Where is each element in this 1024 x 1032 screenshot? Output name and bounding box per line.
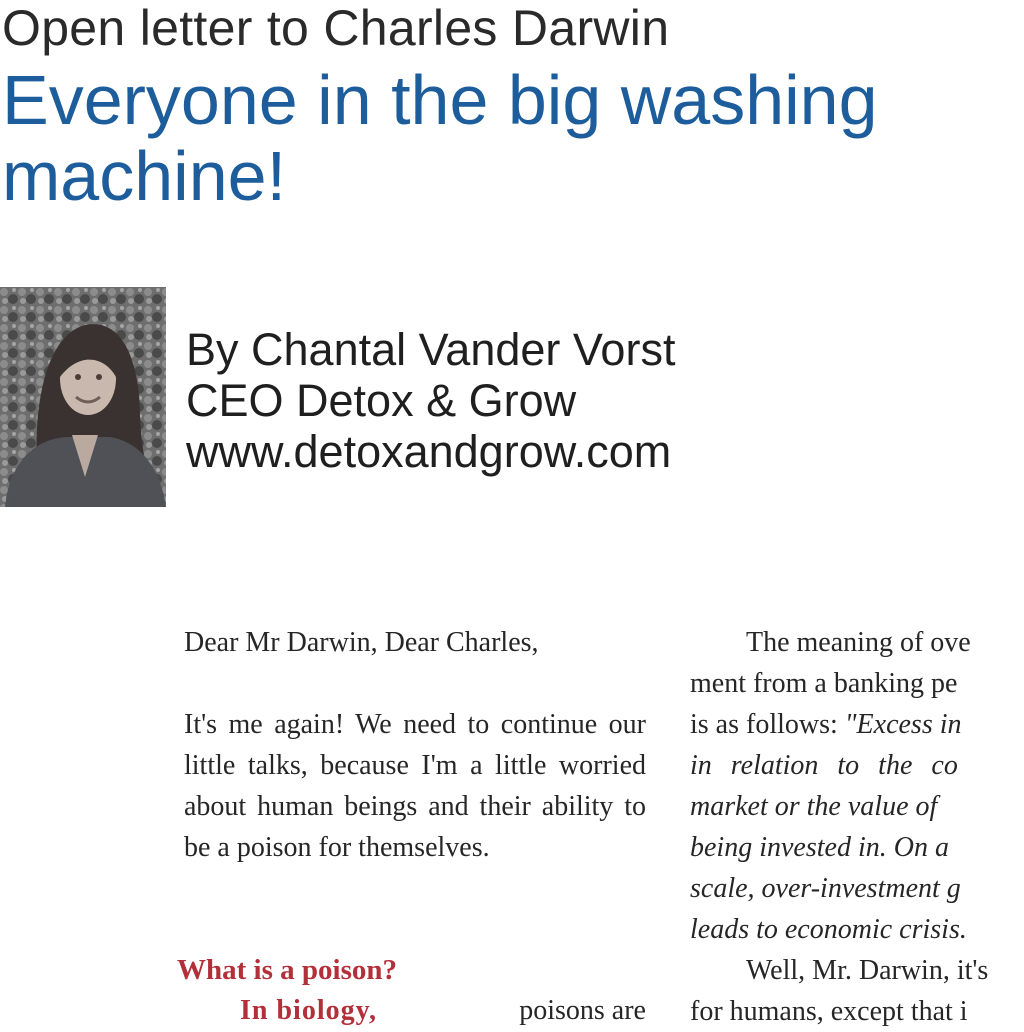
right-line-7: scale, over-investment g bbox=[690, 873, 961, 904]
right-line-9: Well, Mr. Darwin, it's bbox=[746, 955, 989, 986]
author-role: CEO Detox & Grow bbox=[186, 375, 577, 426]
author-portrait-icon bbox=[0, 287, 166, 507]
right-line-6: being invested in. On a bbox=[690, 832, 949, 863]
right-line-5: market or the value of bbox=[690, 791, 938, 822]
section-first-line bbox=[184, 990, 646, 1031]
right-line-4: in relation to the co bbox=[690, 750, 958, 781]
quote-start: "Excess in bbox=[844, 709, 962, 740]
author-photo bbox=[0, 287, 166, 507]
right-line-8: leads to economic crisis. bbox=[690, 914, 967, 945]
section-heading-poison: What is a poison? bbox=[177, 954, 397, 986]
right-line-3 bbox=[690, 704, 1024, 745]
right-line-10: for humans, except that i bbox=[690, 996, 968, 1027]
author-byline-block bbox=[186, 324, 675, 477]
author-website-link[interactable]: www.detoxandgrow.com bbox=[186, 426, 672, 477]
right-line-3-text: is as follows: bbox=[690, 709, 845, 740]
intro-paragraph: It's me again! We need to continue our little talks, because I'm a little worried about human beings and their ability to be a poison for themselves. bbox=[184, 709, 646, 863]
section-lead-term: In biology, bbox=[240, 995, 378, 1026]
right-column bbox=[690, 622, 1024, 1032]
right-line-1: The meaning of ove bbox=[746, 627, 971, 658]
author-name: By Chantal Vander Vorst bbox=[186, 324, 676, 375]
left-column bbox=[184, 622, 646, 868]
salutation: Dear Mr Darwin, Dear Charles, bbox=[184, 627, 539, 658]
article-headline: Everyone in the big washing machine! bbox=[2, 61, 878, 215]
article-kicker: Open letter to Charles Darwin bbox=[2, 0, 670, 56]
section-text-start: poisons are bbox=[519, 995, 646, 1026]
right-line-2: ment from a banking pe bbox=[690, 668, 958, 699]
